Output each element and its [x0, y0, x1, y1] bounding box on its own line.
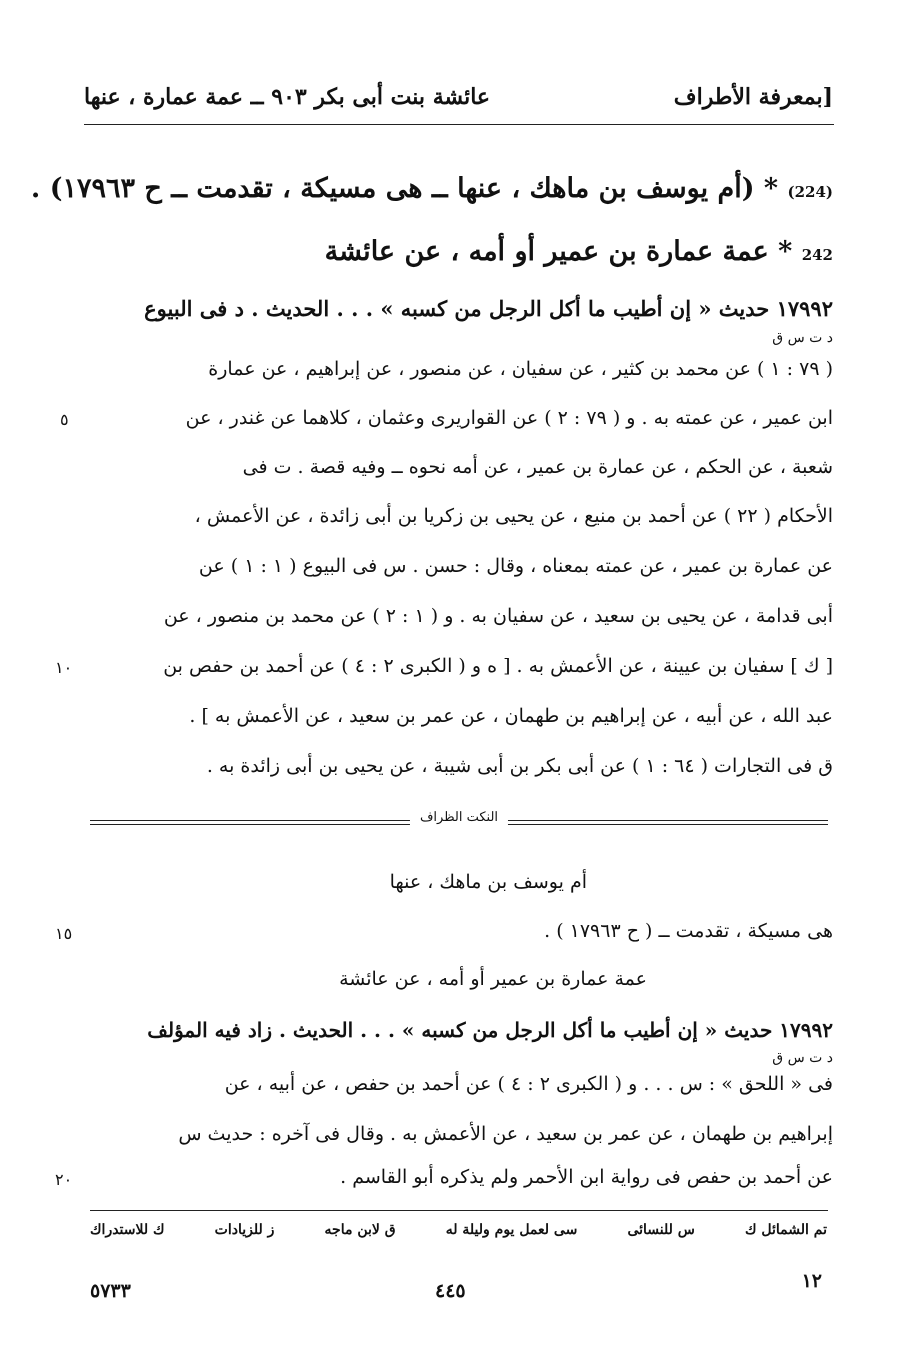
text-line-5: الأحكام ( ٢٢ ) عن أحمد بن منيع ، عن يحيى بن زكريا بن أبى زائدة ، عن الأعمش ، — [194, 505, 833, 527]
line-number-10: ١٠ — [55, 658, 73, 677]
text-line-6: عن عمارة بن عمير ، عن عمته بمعناه ، وقال : حسن . س فى البيوع ( ١ : ١ ) عن — [198, 555, 833, 577]
entry-224-number: (224) — [787, 183, 833, 201]
sigla-note-1: د ت س ق — [772, 330, 833, 346]
text-line-2: ( ٧٩ : ١ ) عن محمد بن كثير ، عن سفيان ، عن منصور ، عن إبراهيم ، عن عمارة — [208, 358, 833, 380]
sigla-note-2: د ت س ق — [772, 1050, 833, 1066]
text-line-1: ١٧٩٩٢ حديث « إن أطيب ما أكل الرجل من كسبه » . . . الحديث . د فى البيوع — [144, 296, 833, 321]
page-number-right: ١٢ — [801, 1270, 822, 1292]
entry-224 — [31, 175, 833, 202]
entry-224-text: * (أم يوسف بن ماهك ، عنها ــ هى مسيكة ، تقدمت ــ ح ١٧٩٦٣) . — [30, 173, 779, 204]
legend-item: س للنسائى — [627, 1222, 695, 1238]
line-number-5: ٥ — [60, 410, 69, 429]
running-header-title: عائشة بنت أبى بكر ٩٠٣ ــ عمة عمارة ، عنها — [84, 84, 491, 110]
nukat-line-3: عمة عمارة بن عمير أو أمه ، عن عائشة — [339, 968, 647, 990]
nukat-line-7: عن أحمد بن حفص فى رواية ابن الأحمر ولم يذكره أبو القاسم . — [340, 1166, 833, 1188]
entry-242-text: * عمة عمارة بن عمير أو أمه ، عن عائشة — [324, 236, 793, 267]
sigla-legend — [90, 1222, 827, 1238]
entry-242-number: 242 — [801, 246, 833, 264]
text-line-9: عبد الله ، عن أبيه ، عن إبراهيم بن طهمان ، عن عمر بن سعيد ، عن الأعمش به ] . — [189, 705, 833, 727]
text-line-10: ق فى التجارات ( ٦٤ : ١ ) عن أبى بكر بن أبى شيبة ، عن يحيى بن أبى زائدة به . — [206, 755, 833, 777]
nukat-line-6: إبراهيم بن طهمان ، عن عمر بن سعيد ، عن الأعمش به . وقال فى آخره : حديث س — [178, 1123, 833, 1145]
page-number-left: ٥٧٣٣ — [90, 1280, 131, 1302]
legend-item: ك للاستدراك — [90, 1222, 165, 1238]
footer-rule — [90, 1210, 828, 1211]
legend-item: ز للزيادات — [214, 1222, 275, 1238]
nukat-line-2: هى مسيكة ، تقدمت ــ ( ح ١٧٩٦٣ ) . — [544, 920, 833, 942]
legend-item: سى لعمل يوم وليلة له — [445, 1222, 578, 1238]
legend-item: ق لابن ماجه — [324, 1222, 396, 1238]
header-rule — [84, 124, 834, 125]
entry-242 — [325, 238, 833, 265]
running-header-right: بمعرفة الأطراف] — [673, 84, 833, 110]
section-separator — [90, 810, 828, 828]
page-number-center: ٤٤٥ — [435, 1280, 466, 1302]
nukat-line-1: أم يوسف بن ماهك ، عنها — [389, 871, 587, 893]
text-line-7: أبى قدامة ، عن يحيى بن سعيد ، عن سفيان به . و ( ١ : ٢ ) عن محمد بن منصور ، عن — [163, 605, 833, 627]
nukat-line-4: ١٧٩٩٢ حديث « إن أطيب ما أكل الرجل من كسبه » . . . الحديث . زاد فيه المؤلف — [147, 1018, 833, 1042]
text-line-3: ابن عمير ، عن عمته به . و ( ٧٩ : ٢ ) عن القواريرى وعثمان ، كلاهما عن غندر ، عن — [185, 407, 833, 429]
line-number-15: ١٥ — [55, 924, 73, 943]
separator-label: النكت الظراف — [410, 810, 508, 825]
text-line-4: شعبة ، عن الحكم ، عن عمارة بن عمير ، عن أمه نحوه ــ وفيه قصة . ت فى — [242, 456, 833, 478]
legend-item: تم الشمائل ك — [744, 1222, 827, 1238]
line-number-20: ٢٠ — [55, 1170, 73, 1189]
nukat-line-5: فى « اللحق » : س . . . و ( الكبرى ٢ : ٤ ) عن أحمد بن حفص ، عن أبيه ، عن — [224, 1073, 833, 1095]
text-line-8: [ ك ] سفيان بن عيينة ، عن الأعمش به . [ ه و ( الكبرى ٢ : ٤ ) عن أحمد بن حفص بن — [163, 655, 833, 677]
